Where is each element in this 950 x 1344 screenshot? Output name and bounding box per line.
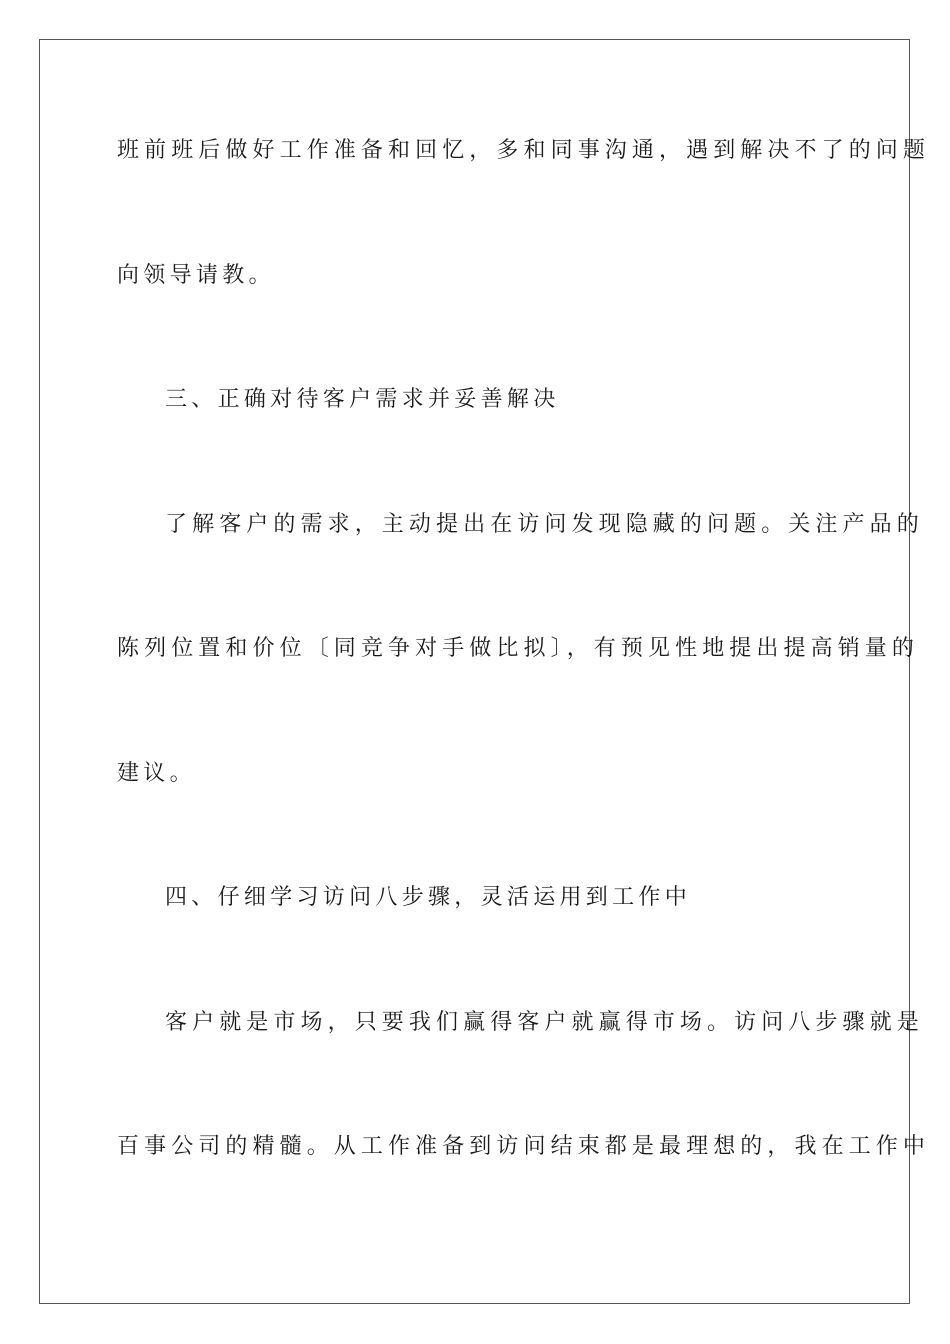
paragraph-line: 向领导请教。 bbox=[117, 263, 275, 288]
paragraph-line: 班前班后做好工作准备和回忆，多和同事沟通，遇到解决不了的问题 bbox=[117, 138, 931, 163]
paragraph-line: 了解客户的需求，主动提出在访问发现隐藏的问题。关注产品的 bbox=[165, 512, 924, 537]
section-heading: 四、仔细学习访问八步骤，灵活运用到工作中 bbox=[165, 885, 692, 910]
paragraph-line: 陈列位置和价位〔同竞争对手做比拟〕，有预见性地提出提高销量的 bbox=[117, 636, 920, 661]
paragraph-line: 百事公司的精髓。从工作准备到访问结束都是最理想的，我在工作中 bbox=[117, 1134, 931, 1159]
paragraph-line: 建议。 bbox=[117, 761, 196, 786]
paragraph-line: 客户就是市场，只要我们赢得客户就赢得市场。访问八步骤就是 bbox=[165, 1010, 924, 1035]
section-heading: 三、正确对待客户需求并妥善解决 bbox=[165, 387, 560, 412]
page-border bbox=[39, 39, 931, 1304]
